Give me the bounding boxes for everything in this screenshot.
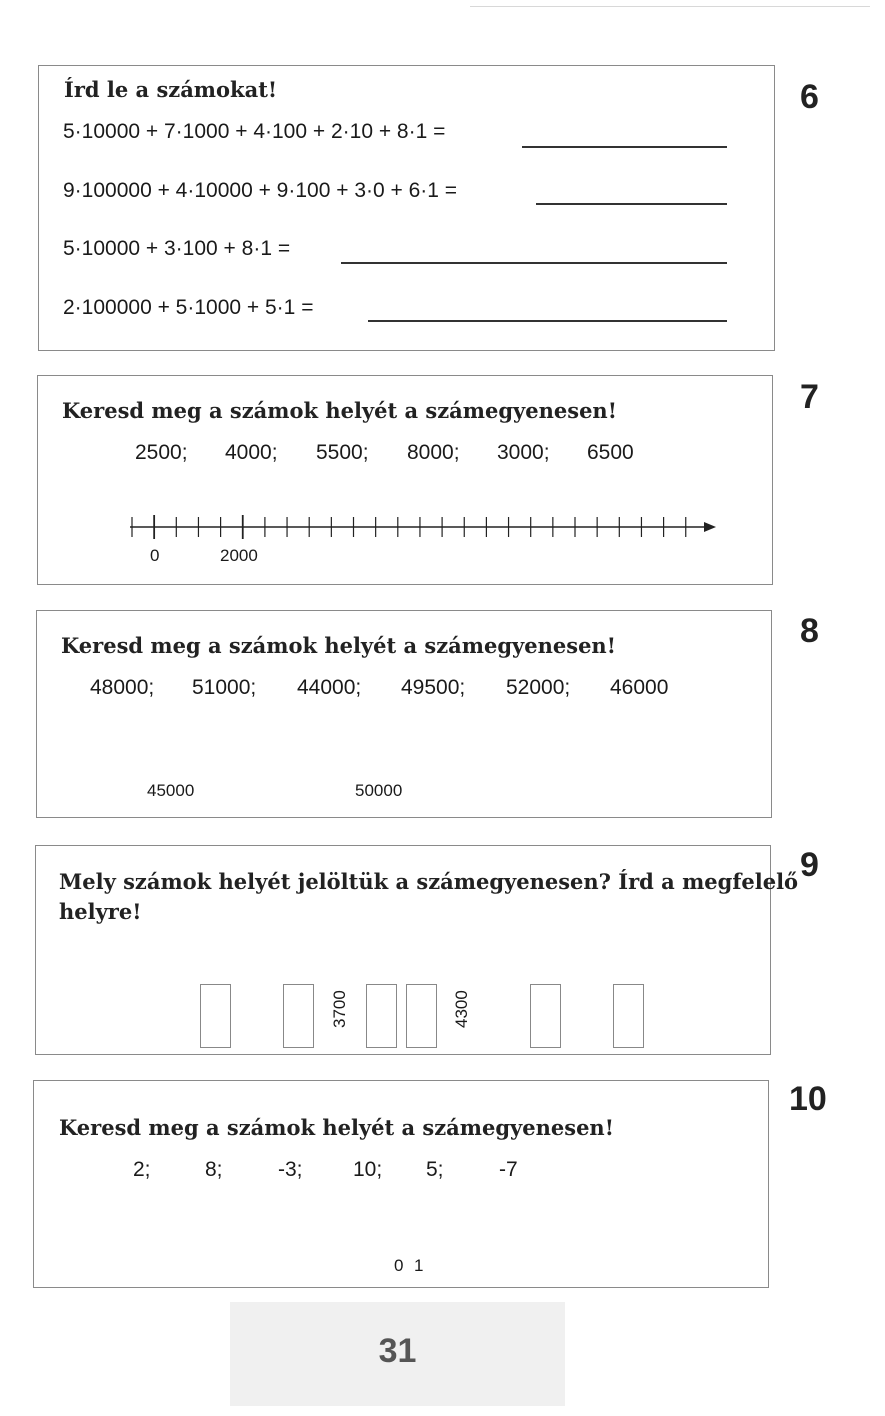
number-item: 49500;: [401, 676, 466, 699]
task-6-equation-1: 5·10000 + 7·1000 + 4·100 + 2·10 + 8·1 =: [63, 120, 446, 143]
tick-label-4300: 4300: [452, 990, 471, 1028]
task-7-instruction: Keresd meg a számok helyét a számegyenesen!: [62, 398, 617, 423]
number-item: 6500: [587, 441, 634, 464]
tick-label-3700: 3700: [330, 990, 349, 1028]
answer-blank-1[interactable]: [522, 146, 727, 148]
number-item: 51000;: [192, 676, 257, 699]
number-item: 2500;: [135, 441, 188, 464]
tick-label-0: 0: [150, 546, 160, 565]
number-item: 5;: [426, 1158, 444, 1181]
page-number: 31: [378, 1332, 417, 1370]
number-item: 44000;: [297, 676, 362, 699]
number-item: 8000;: [407, 441, 460, 464]
task-8-number: 8: [800, 612, 819, 650]
tick-label-2000: 2000: [220, 546, 258, 565]
answer-box-1[interactable]: [200, 984, 231, 1048]
page-footer: [230, 1302, 565, 1406]
task-6-instruction: Írd le a számokat!: [64, 77, 278, 102]
tick-label-50000: 50000: [355, 781, 403, 800]
tick-label-45000: 45000: [147, 781, 195, 800]
task-9-instruction-line-1: Mely számok helyét jelöltük a számegyenesen? Írd a megfelelő: [59, 869, 799, 894]
number-item: -3;: [278, 1158, 303, 1181]
number-item: 5500;: [316, 441, 369, 464]
number-item: 2;: [133, 1158, 151, 1181]
answer-box-4[interactable]: [406, 984, 437, 1048]
answer-box-6[interactable]: [613, 984, 644, 1048]
task-10-instruction: Keresd meg a számok helyét a számegyenesen!: [59, 1115, 614, 1140]
top-rule: [470, 6, 870, 7]
number-item: 10;: [353, 1158, 383, 1181]
tick-label-0: 0: [394, 1256, 404, 1275]
task-6-equation-2: 9·100000 + 4·10000 + 9·100 + 3·0 + 6·1 =: [63, 179, 458, 202]
number-item: 48000;: [90, 676, 155, 699]
number-item: 3000;: [497, 441, 550, 464]
answer-box-3[interactable]: [366, 984, 397, 1048]
answer-box-5[interactable]: [530, 984, 561, 1048]
answer-blank-2[interactable]: [536, 203, 727, 205]
task-7-number: 7: [800, 378, 819, 416]
number-item: 8;: [205, 1158, 223, 1181]
tick-label-1: 1: [414, 1256, 424, 1275]
number-item: -7: [499, 1158, 518, 1181]
task-8-instruction: Keresd meg a számok helyét a számegyenesen!: [61, 633, 616, 658]
answer-box-2[interactable]: [283, 984, 314, 1048]
task-6-number: 6: [800, 78, 819, 116]
answer-blank-4[interactable]: [368, 320, 727, 322]
task-10-number: 10: [789, 1080, 827, 1118]
answer-blank-3[interactable]: [341, 262, 727, 264]
task-6-equation-3: 5·10000 + 3·100 + 8·1 =: [63, 237, 291, 260]
task-9-instruction-line-2: helyre!: [59, 899, 142, 924]
number-item: 46000: [610, 676, 669, 699]
task-6-equation-4: 2·100000 + 5·1000 + 5·1 =: [63, 296, 314, 319]
task-9-number: 9: [800, 846, 819, 884]
number-item: 4000;: [225, 441, 278, 464]
number-item: 52000;: [506, 676, 571, 699]
